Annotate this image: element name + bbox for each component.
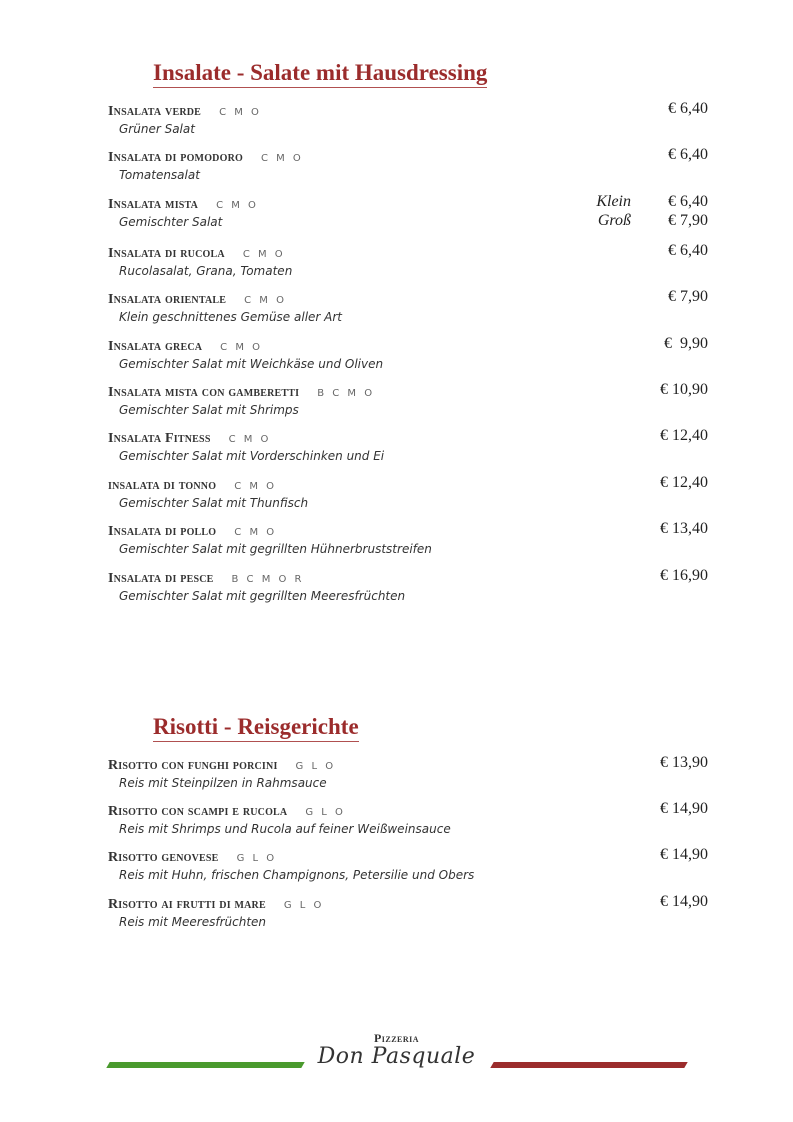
item-name: Risotto ai frutti di mare G L O	[108, 897, 324, 912]
item-price: € 6,40	[668, 146, 708, 163]
allergen-codes: C M O	[242, 249, 286, 260]
menu-item	[108, 800, 708, 844]
item-price: € 12,40	[660, 427, 708, 444]
item-description: Rucolasalat, Grana, Tomaten	[119, 264, 293, 278]
item-price: € 13,40	[660, 520, 708, 537]
item-description: Gemischter Salat mit gegrillten Hühnerbruststreifen	[119, 542, 432, 556]
item-price: € 6,40	[668, 242, 708, 259]
item-price: € 12,40	[660, 474, 708, 491]
allergen-codes: B C M O	[317, 388, 375, 399]
item-name: Insalata orientale C M O	[108, 292, 287, 307]
allergen-codes: G L O	[236, 853, 277, 864]
allergen-codes: C M O	[216, 200, 259, 211]
allergen-codes: G L O	[295, 761, 336, 772]
menu-item	[108, 100, 708, 144]
section-title-insalate: Insalate - Salate mit Hausdressing	[153, 60, 487, 88]
item-description: Reis mit Huhn, frischen Champignons, Petersilie und Obers	[119, 868, 475, 882]
menu-item	[108, 754, 708, 798]
menu-item	[108, 381, 708, 425]
menu-item	[108, 893, 708, 937]
menu-item	[108, 567, 708, 611]
item-description: Gemischter Salat mit Weichkäse und Oliven	[119, 357, 384, 371]
item-price: € 14,90	[660, 800, 708, 817]
size-label-large: Groß	[597, 212, 631, 229]
item-description: Grüner Salat	[119, 122, 195, 136]
allergen-codes: C M O	[234, 481, 277, 492]
item-price: € 14,90	[660, 893, 708, 910]
item-price-large: € 7,90	[668, 212, 708, 229]
logo-pizzeria-text: Pizzeria	[373, 1031, 420, 1045]
item-price: € 10,90	[660, 381, 708, 398]
item-price: € 16,90	[660, 567, 708, 584]
item-price: € 9,90	[664, 335, 708, 352]
logo-script-text: Don Pasquale	[317, 1044, 476, 1069]
allergen-codes: B C M O R	[231, 574, 305, 585]
allergen-codes: C M O	[219, 107, 262, 118]
item-description: Reis mit Steinpilzen in Rahmsauce	[119, 776, 327, 790]
item-name: Insalata di pomodoro C M O	[108, 150, 304, 165]
item-name: Risotto genovese G L O	[108, 850, 277, 865]
menu-item	[108, 146, 708, 190]
item-name: Insalata di rucola C M O	[108, 246, 286, 261]
item-price-small: € 6,40	[668, 193, 708, 210]
menu-item	[108, 242, 708, 286]
item-name: insalata di tonno C M O	[108, 478, 277, 493]
item-name: Risotto con scampi e rucola G L O	[108, 804, 346, 819]
menu-item	[108, 520, 708, 564]
allergen-codes: C M O	[244, 295, 287, 306]
menu-item	[108, 288, 708, 332]
item-name: Insalata mista C M O	[108, 197, 259, 212]
size-label-small: Klein	[596, 193, 631, 210]
item-description: Gemischter Salat mit gegrillten Meeresfrüchten	[119, 589, 406, 603]
item-name: Insalata verde C M O	[108, 104, 262, 119]
item-description: Reis mit Shrimps und Rucola auf feiner Weißweinsauce	[119, 822, 451, 836]
item-name: Insalata greca C M O	[108, 339, 263, 354]
section-title-risotti: Risotti - Reisgerichte	[153, 714, 359, 742]
item-price: € 7,90	[668, 288, 708, 305]
item-price: € 13,90	[660, 754, 708, 771]
menu-item	[108, 427, 708, 471]
item-name: Risotto con funghi porcini G L O	[108, 758, 336, 773]
allergen-codes: C M O	[220, 342, 263, 353]
item-price: € 14,90	[660, 846, 708, 863]
menu-item	[108, 846, 708, 890]
item-description: Gemischter Salat mit Shrimps	[119, 403, 299, 417]
item-name: Insalata di pollo C M O	[108, 524, 277, 539]
item-description: Gemischter Salat mit Vorderschinken und Ei	[119, 449, 385, 463]
item-description: Tomatensalat	[119, 168, 200, 182]
allergen-codes: G L O	[283, 900, 324, 911]
allergen-codes: C M O	[260, 153, 304, 164]
item-name: Insalata Fitness C M O	[108, 431, 271, 446]
allergen-codes: C M O	[228, 434, 271, 445]
item-description: Reis mit Meeresfrüchten	[119, 915, 267, 929]
item-description: Gemischter Salat mit Thunfisch	[119, 496, 309, 510]
item-name: Insalata mista con gamberetti B C M O	[108, 385, 375, 400]
item-price: € 6,40	[668, 100, 708, 117]
allergen-codes: G L O	[305, 807, 346, 818]
item-description: Gemischter Salat	[119, 215, 223, 229]
menu-item	[108, 474, 708, 518]
item-description: Klein geschnittenes Gemüse aller Art	[119, 310, 343, 324]
menu-item	[108, 335, 708, 379]
item-name: Insalata di pesce B C M O R	[108, 571, 305, 586]
allergen-codes: C M O	[234, 527, 277, 538]
menu-item	[108, 193, 708, 237]
